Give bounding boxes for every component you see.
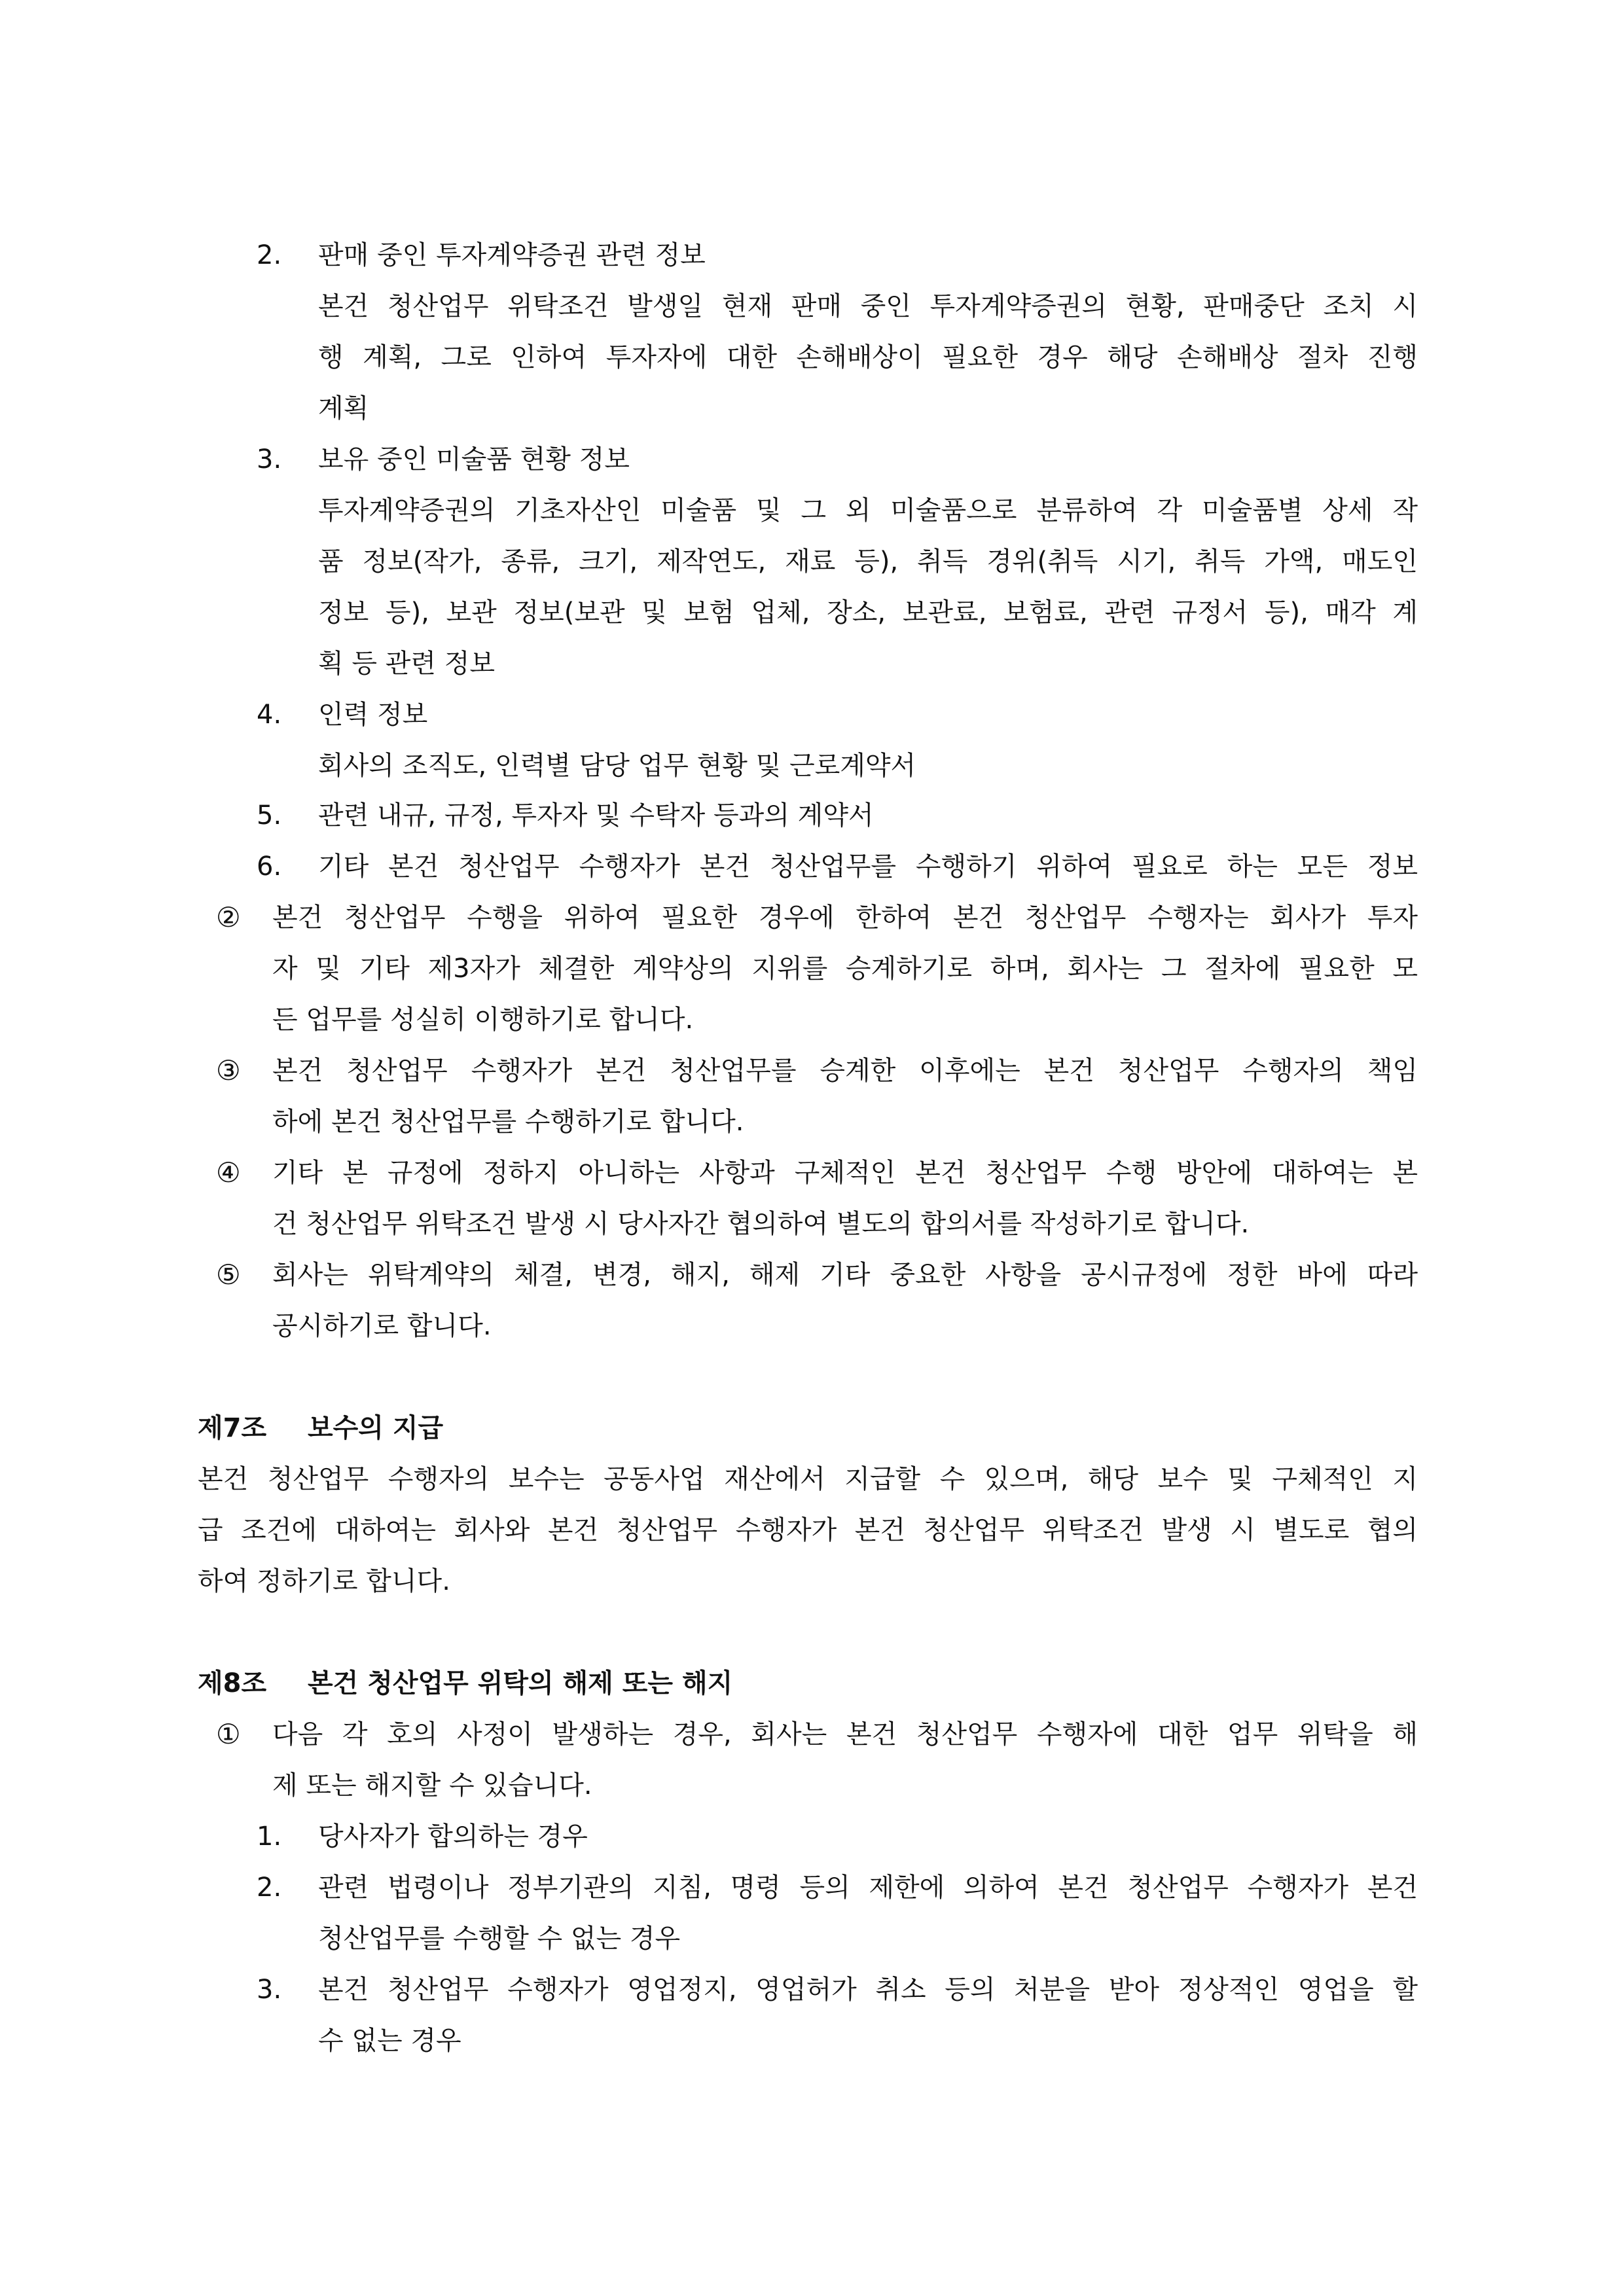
paragraph-line: 본건 청산업무 수행자가 본건 청산업무를 승계한 이후에는 본건 청산업무 수행자의 책임 bbox=[272, 1056, 1418, 1086]
item-title: 관련 내규, 규정, 투자자 및 수탁자 등과의 계약서 bbox=[318, 800, 874, 831]
item-title: 당사자가 합의하는 경우 bbox=[318, 1821, 588, 1852]
article-8-title: 본건 청산업무 위탁의 해제 또는 해지 bbox=[308, 1668, 733, 1698]
item-text-line: 획 등 관련 정보 bbox=[318, 649, 495, 679]
article-7-line: 급 조건에 대하여는 회사와 본건 청산업무 수행자가 본건 청산업무 위탁조건 발생 시 별도로 협의 bbox=[198, 1515, 1418, 1545]
item-text-line: 계획 bbox=[318, 393, 369, 423]
item-number: 1. bbox=[257, 1821, 282, 1852]
item-title: 기타 본건 청산업무 수행자가 본건 청산업무를 수행하기 위하여 필요로 하는 모든 정보 bbox=[318, 852, 1418, 882]
paragraph-number: ③ bbox=[216, 1054, 241, 1086]
item-text-line: 품 정보(작가, 종류, 크기, 제작연도, 재료 등), 취득 경위(취득 시기, 취득 가액, 매도인 bbox=[318, 547, 1418, 577]
item-text-line: 정보 등), 보관 정보(보관 및 보험 업체, 장소, 보관료, 보험료, 관련 규정서 등), 매각 계 bbox=[318, 598, 1418, 628]
item-number: 2. bbox=[257, 240, 282, 270]
item-text-line: 관련 법령이나 정부기관의 지침, 명령 등의 제한에 의하여 본건 청산업무 수행자가 본건 bbox=[318, 1873, 1418, 1903]
paragraph-number: ④ bbox=[216, 1157, 241, 1189]
article-7-line: 본건 청산업무 수행자의 보수는 공동사업 재산에서 지급할 수 있으며, 해당 보수 및 구체적인 지 bbox=[198, 1464, 1418, 1494]
article-7-number: 제7조 bbox=[198, 1413, 267, 1443]
item-text-line: 투자계약증권의 기초자산인 미술품 및 그 외 미술품으로 분류하여 각 미술품별 상세 작 bbox=[318, 495, 1418, 526]
paragraph-number: ⑤ bbox=[216, 1259, 241, 1291]
item-number: 4. bbox=[257, 700, 282, 730]
paragraph-line: 자 및 기타 제3자가 체결한 계약상의 지위를 승계하기로 하며, 회사는 그 절차에 필요한 모 bbox=[272, 954, 1418, 984]
item-text-line: 본건 청산업무 위탁조건 발생일 현재 판매 중인 투자계약증권의 현황, 판매중단 조치 시 bbox=[318, 291, 1418, 321]
item-number: 2. bbox=[257, 1873, 282, 1903]
item-number: 5. bbox=[257, 800, 282, 831]
item-text-line: 수 없는 경우 bbox=[318, 2026, 461, 2056]
article-7-title: 보수의 지급 bbox=[308, 1413, 444, 1443]
paragraph-line: 든 업무를 성실히 이행하기로 합니다. bbox=[272, 1005, 694, 1035]
paragraph-line: 기타 본 규정에 정하지 아니하는 사항과 구체적인 본건 청산업무 수행 방안에 대하여는 본 bbox=[272, 1158, 1418, 1188]
paragraph-line: 회사는 위탁계약의 체결, 변경, 해지, 해제 기타 중요한 사항을 공시규정에 정한 바에 따라 bbox=[272, 1260, 1418, 1290]
item-number: 3. bbox=[257, 1975, 282, 2005]
paragraph-number: ① bbox=[216, 1718, 241, 1750]
paragraph-line: 건 청산업무 위탁조건 발생 시 당사자간 협의하여 별도의 합의서를 작성하기로 합니다. bbox=[272, 1209, 1250, 1239]
paragraph-line: 제 또는 해지할 수 있습니다. bbox=[272, 1770, 592, 1801]
item-title: 판매 중인 투자계약증권 관련 정보 bbox=[318, 240, 706, 270]
item-number: 3. bbox=[257, 444, 282, 475]
item-text-line: 행 계획, 그로 인하여 투자자에 대한 손해배상이 필요한 경우 해당 손해배상 절차 진행 bbox=[318, 342, 1418, 372]
paragraph-line: 다음 각 호의 사정이 발생하는 경우, 회사는 본건 청산업무 수행자에 대한 업무 위탁을 해 bbox=[272, 1719, 1418, 1749]
item-text-line: 회사의 조직도, 인력별 담당 업무 현황 및 근로계약서 bbox=[318, 751, 916, 781]
item-text-line: 청산업무를 수행할 수 없는 경우 bbox=[318, 1924, 681, 1954]
paragraph-line: 공시하기로 합니다. bbox=[272, 1311, 492, 1341]
article-8-number: 제8조 bbox=[198, 1668, 267, 1698]
paragraph-line: 본건 청산업무 수행을 위하여 필요한 경우에 한하여 본건 청산업무 수행자는 회사가 투자 bbox=[272, 903, 1418, 933]
article-7-line: 하여 정하기로 합니다. bbox=[198, 1566, 450, 1596]
paragraph-line: 하에 본건 청산업무를 수행하기로 합니다. bbox=[272, 1107, 744, 1137]
paragraph-number: ② bbox=[216, 901, 241, 933]
item-text-line: 본건 청산업무 수행자가 영업정지, 영업허가 취소 등의 처분을 받아 정상적인 영업을 할 bbox=[318, 1975, 1418, 2005]
item-title: 보유 중인 미술품 현황 정보 bbox=[318, 444, 630, 475]
item-title: 인력 정보 bbox=[318, 700, 428, 730]
item-number: 6. bbox=[257, 852, 282, 882]
